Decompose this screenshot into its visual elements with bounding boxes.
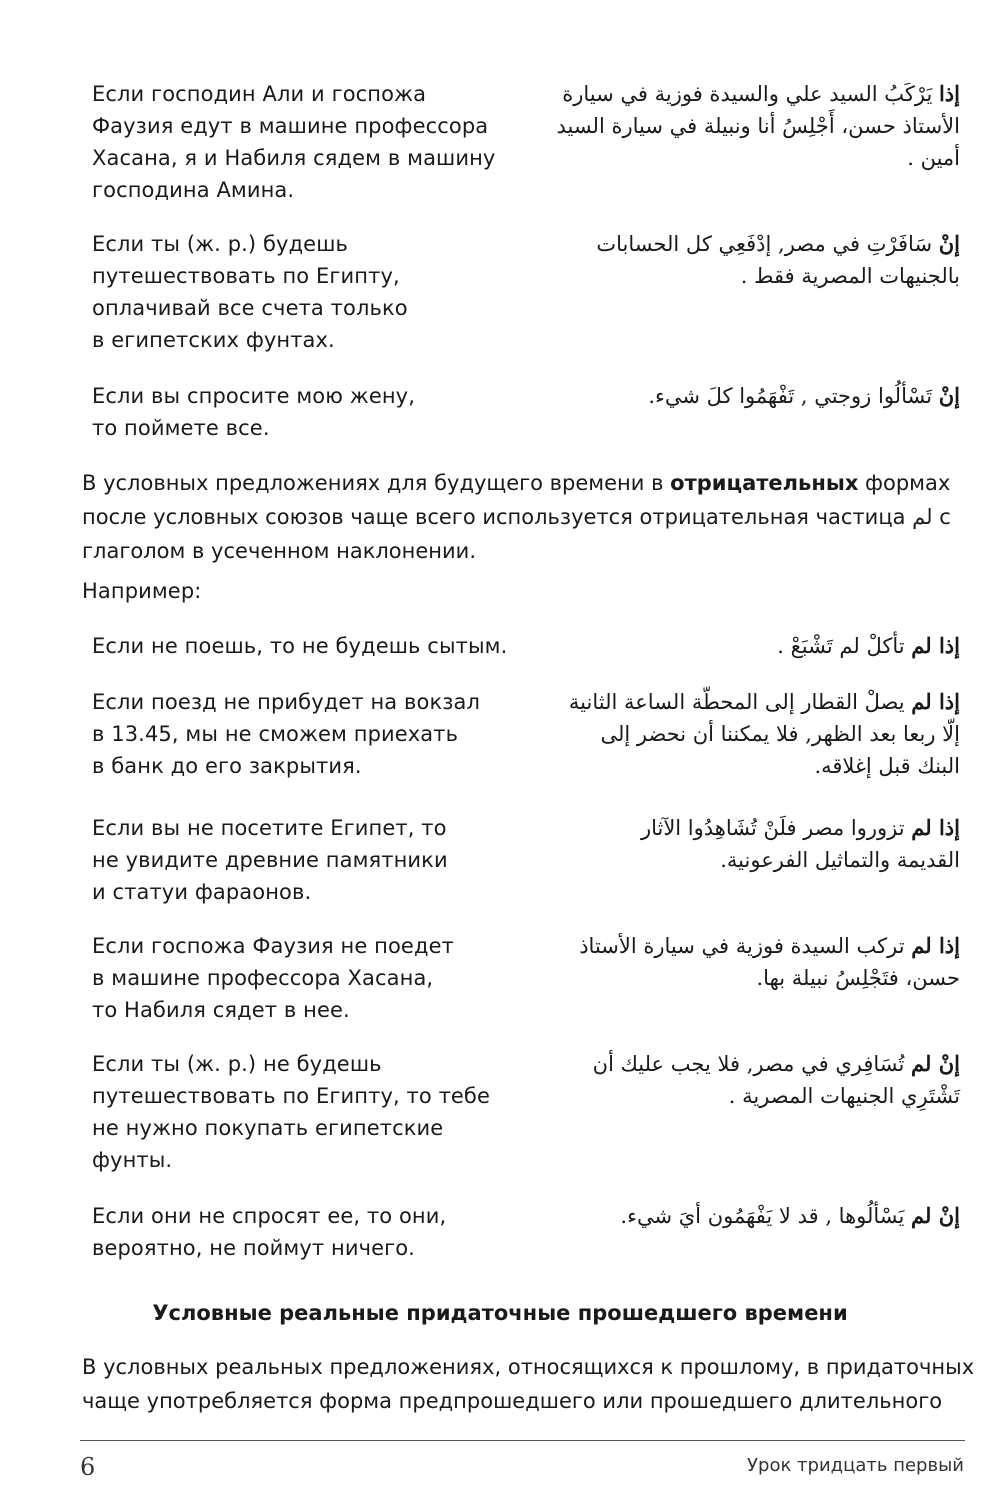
example-ru (92, 228, 408, 356)
ar-line: إذا لم تركب السيدة فوزية في سيارة الأستاذ (579, 933, 960, 958)
ru-line: Если не поешь, то не будешь сытым. (92, 634, 508, 658)
ru-line: то поймете все. (92, 416, 270, 440)
rule-line-3: глаголом в усеченном наклонении. (82, 539, 476, 563)
page-number: 6 (80, 1453, 96, 1481)
ar-line: إذا لم تزوروا مصر فلَنْ تُشَاهِدُوا الآثار (640, 815, 960, 840)
ar-line: إنْ سَافَرْتِ في مصر, إدْفَعِي كل الحسابات (596, 231, 960, 256)
ru-line: не нужно покупать египетские (92, 1116, 444, 1140)
ru-line: Если вы не посетите Египет, то (92, 816, 447, 840)
ar-line: تَشْتَرِي الجنيهات المصرية . (728, 1084, 960, 1108)
example-ar (510, 380, 960, 412)
section-heading: Условные реальные придаточные прошедшего времени (152, 1301, 848, 1325)
ru-line: Если они не спросят ее, то они, (92, 1204, 447, 1228)
ar-line: الأستاذ حسن، أَجْلِسُ أنا ونبيلة في سيارة السيد (556, 114, 960, 138)
conditional-keyword: إنْ (938, 383, 960, 408)
ar-line: إلّا ربعا بعد الظهر, فلا يمكننا أن نحضر إلى (600, 722, 960, 746)
example-ar (510, 812, 960, 876)
ru-line: господина Амина. (92, 178, 295, 202)
rule-line-1: В условных предложениях для будущего времени в отрицательных формах (82, 471, 951, 495)
ru-line: Хасана, я и Набиля сядем в машину (92, 146, 496, 170)
ar-line: إذا لم تأكلْ لم تَشْبَعْ . (777, 633, 960, 658)
ru-line: вероятно, не поймут ничего. (92, 1236, 415, 1260)
ru-line: в машине профессора Хасана, (92, 966, 434, 990)
ar-line: إذا يَرْكَبُ السيد علي والسيدة فوزية في سيارة (562, 81, 960, 106)
ar-line: إنْ لم تُسَافِري في مصر, فلا يجب عليك أن (592, 1051, 960, 1076)
final-paragraph (82, 1350, 975, 1418)
example-ru (92, 78, 495, 206)
ru-line: в банк до его закрытия. (92, 754, 362, 778)
rule-paragraph (82, 466, 962, 568)
ru-line: путешествовать по Египту, то тебе (92, 1084, 491, 1108)
rule-line-2: после условных союзов чаще всего используется отрицательная частица لم с (82, 505, 951, 529)
example-ru (92, 686, 480, 782)
ar-line: إنْ تَسْألُوا زوجتي , تَفْهَمُوا كلَ شيء. (648, 383, 960, 408)
ru-line: Если вы спросите мою жену, (92, 384, 415, 408)
conditional-keyword: إذا لم (911, 933, 960, 958)
example-ru (92, 380, 415, 444)
example-ar (510, 686, 960, 782)
ar-line: إنْ لم يَسْألُوها , قد لا يَفْهَمُون أيَ شيء. (620, 1203, 960, 1228)
ar-line: حسن، فتَجْلِسُ نبيلة بها. (756, 966, 960, 990)
ar-line: البنك قبل إغلاقه. (814, 754, 960, 778)
example-ru (92, 630, 507, 662)
footer-rule (80, 1440, 965, 1441)
conditional-keyword: إنْ لم (911, 1203, 960, 1228)
example-label: Например: (82, 579, 202, 603)
emphasis: отрицательных (670, 471, 859, 495)
ar-line: القديمة والتماثيل الفرعونية. (720, 848, 960, 872)
example-ar (510, 930, 960, 994)
example-ar (510, 1200, 960, 1232)
ru-line: Если госпожа Фаузия не поедет (92, 934, 454, 958)
conditional-keyword: إذا لم (911, 689, 960, 714)
conditional-keyword: إنْ (938, 231, 960, 256)
ru-line: путешествовать по Египту, (92, 264, 400, 288)
ru-line: и статуи фараонов. (92, 880, 312, 904)
ar-line: إذا لم يصلْ القطار إلى المحطّة الساعة الثانية (568, 689, 960, 714)
final-line: В условных реальных предложениях, относящихся к прошлому, в придаточных (82, 1355, 975, 1379)
example-ru (92, 1200, 446, 1264)
running-head: Урок тридцать первый (747, 1455, 964, 1476)
example-ar (510, 228, 960, 292)
ru-line: фунты. (92, 1148, 173, 1172)
example-ru (92, 812, 448, 908)
example-ru (92, 930, 454, 1026)
ru-line: оплачивай все счета только (92, 296, 408, 320)
conditional-keyword: إذا لم (911, 633, 960, 658)
ru-line: Если поезд не прибудет на вокзал (92, 690, 481, 714)
ru-line: Если господин Али и госпожа (92, 82, 427, 106)
example-ar (510, 78, 960, 174)
ru-line: Фаузия едут в машине профессора (92, 114, 489, 138)
ru-line: Если ты (ж. р.) не будешь (92, 1052, 382, 1076)
conditional-keyword: إنْ لم (911, 1051, 960, 1076)
example-ar (510, 1048, 960, 1112)
ru-line: Если ты (ж. р.) будешь (92, 232, 348, 256)
final-line: чаще употребляется форма предпрошедшего или прошедшего длительного (82, 1389, 943, 1413)
ru-line: в 13.45, мы не сможем приехать (92, 722, 459, 746)
conditional-keyword: إذا لم (911, 815, 960, 840)
example-ru (92, 1048, 490, 1176)
ar-line: بالجنيهات المصرية فقط . (740, 264, 960, 288)
example-ar (510, 630, 960, 662)
ar-line: أمين . (907, 146, 960, 170)
ru-line: в египетских фунтах. (92, 328, 335, 352)
conditional-keyword: إذا (938, 81, 960, 106)
ru-line: то Набиля сядет в нее. (92, 998, 350, 1022)
ru-line: не увидите древние памятники (92, 848, 448, 872)
